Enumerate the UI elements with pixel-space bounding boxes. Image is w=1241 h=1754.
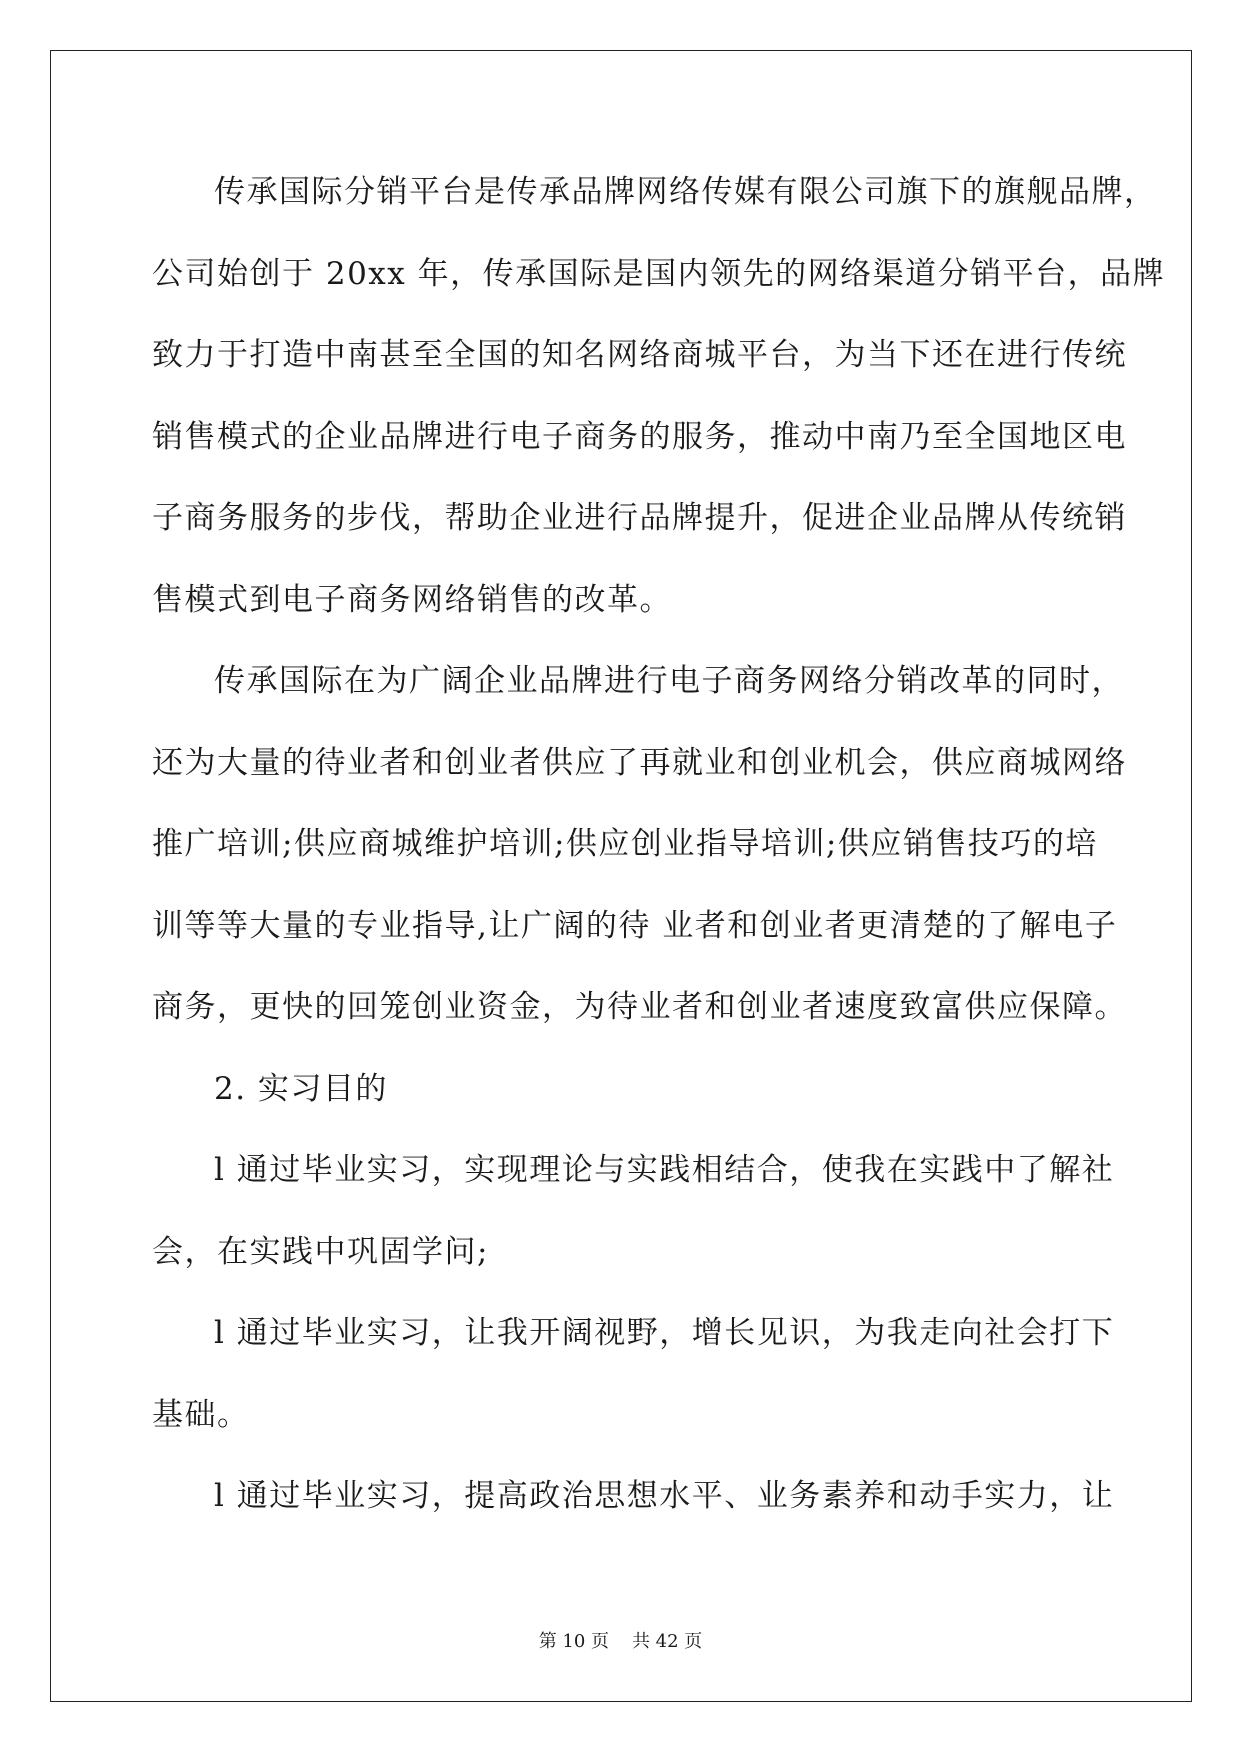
- list-item: l 通过毕业实习，让我开阔视野，增长见识，为我走向社会打下: [214, 1315, 1115, 1351]
- text-line: 传承国际分销平台是传承品牌网络传媒有限公司旗下的旗舰品牌，: [214, 174, 1157, 210]
- text-line: 商务，更快的回笼创业资金，为待业者和创业者速度致富供应保障。: [152, 989, 1127, 1025]
- list-item: l 通过毕业实习，提高政治思想水平、业务素养和动手实力，让: [214, 1478, 1115, 1514]
- text-line: 公司始创于 20xx 年，传承国际是国内领先的网络渠道分销平台，品牌: [152, 255, 1166, 292]
- list-item: l 通过毕业实习，实现理论与实践相结合，使我在实践中了解社: [214, 1152, 1115, 1188]
- text-line: 基础。: [152, 1396, 250, 1433]
- text-line: 会，在实践中巩固学问;: [152, 1233, 489, 1270]
- document-body: [152, 160, 1166, 1546]
- text-line: 训等等大量的专业指导,让广阔的待 业者和创业者更清楚的了解电子: [152, 907, 1118, 944]
- section-heading: 2. 实习目的: [214, 1070, 388, 1107]
- text-line: 致力于打造中南甚至全国的知名网络商城平台，为当下还在进行传统: [152, 337, 1127, 373]
- text-line: 销售模式的企业品牌进行电子商务的服务，推动中南乃至全国地区电: [152, 418, 1127, 455]
- text-line: 推广培训;供应商城维护培训;供应创业指导培训;供应销售技巧的培: [152, 826, 1098, 862]
- total-pages: 共 42 页: [631, 1631, 703, 1652]
- text-line: 还为大量的待业者和创业者供应了再就业和创业机会，供应商城网络: [152, 744, 1127, 781]
- page-number: 第 10 页: [538, 1631, 610, 1652]
- page-footer: [0, 1627, 1241, 1653]
- text-line: 传承国际在为广阔企业品牌进行电子商务网络分销改革的同时，: [214, 663, 1124, 699]
- text-line: 子商务服务的步伐，帮助企业进行品牌提升，促进企业品牌从传统销: [152, 500, 1127, 536]
- text-line: 售模式到电子商务网络销售的改革。: [152, 581, 672, 618]
